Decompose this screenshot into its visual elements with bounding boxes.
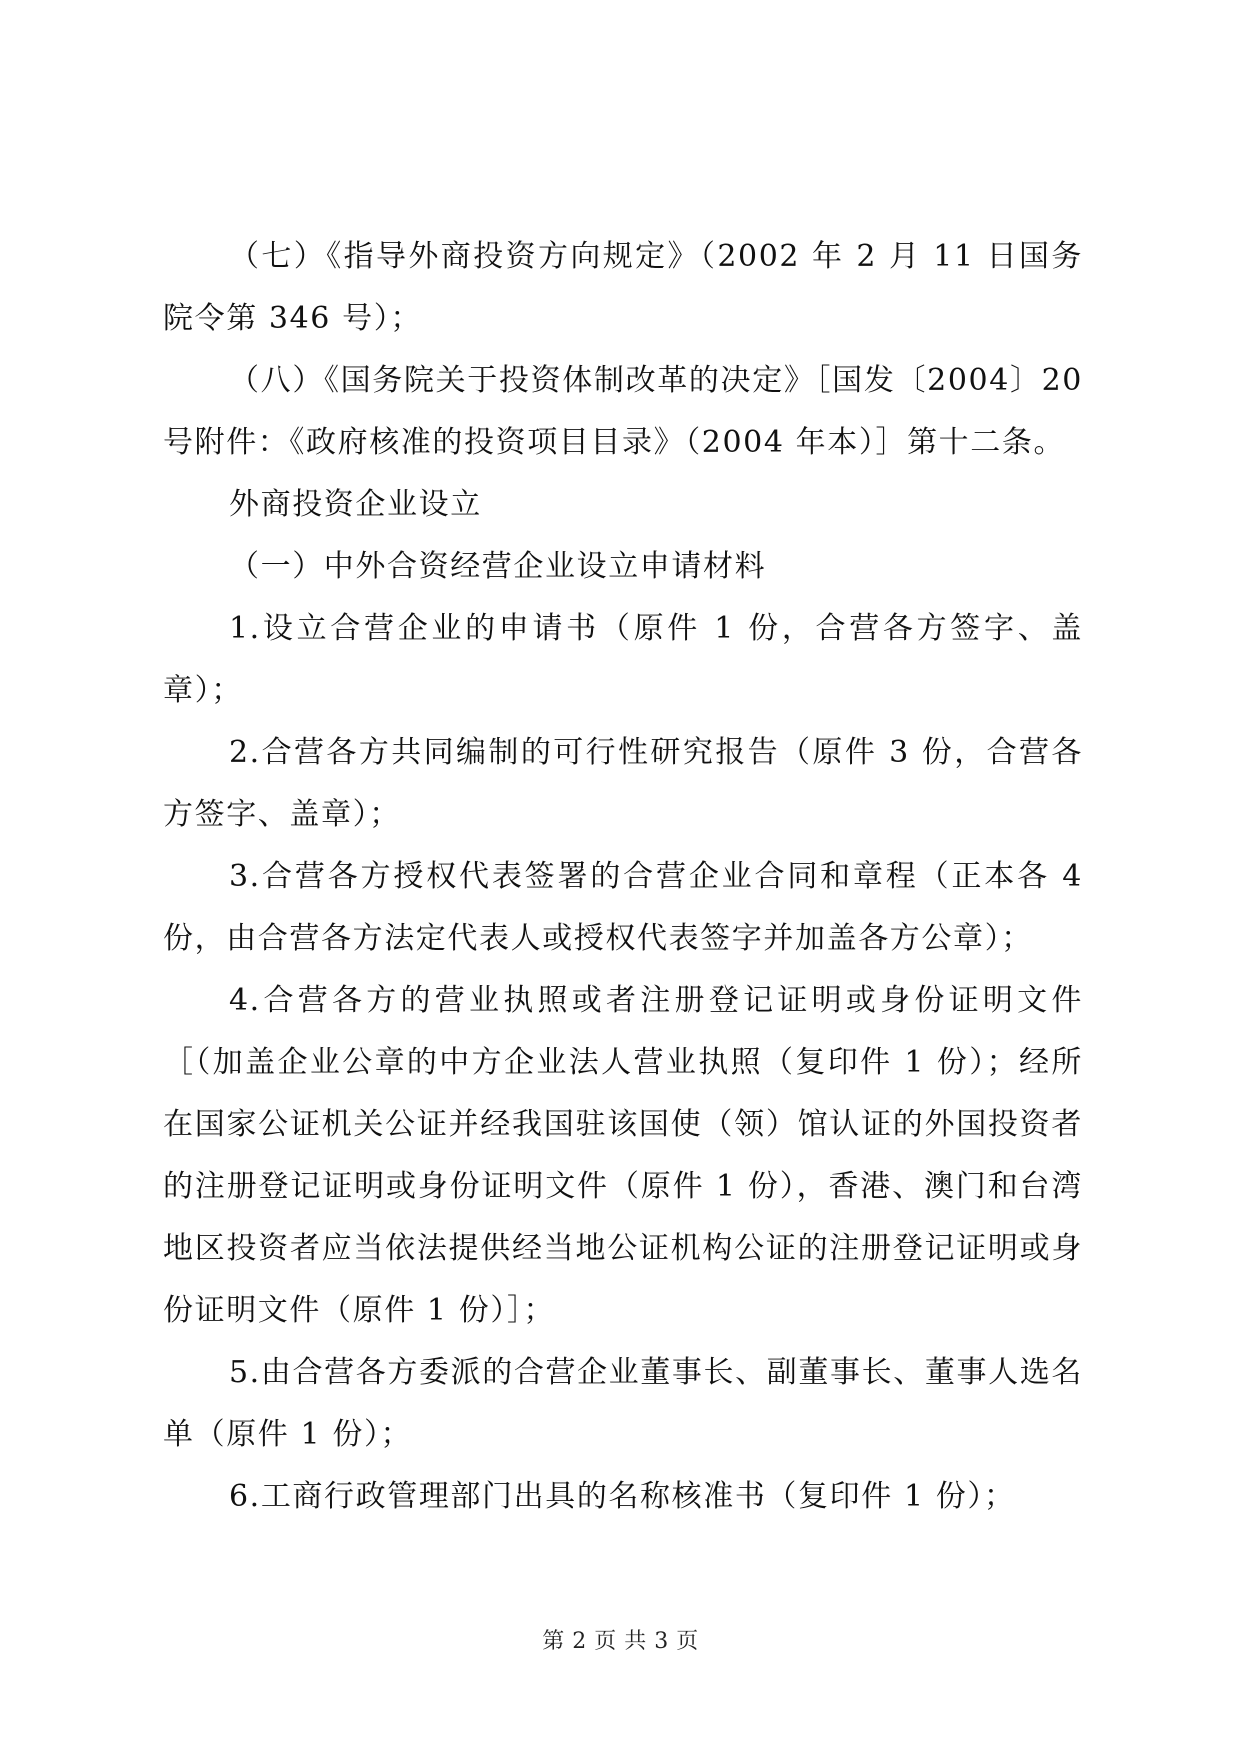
list-item-3: 3.合营各方授权代表签署的合营企业合同和章程（正本各 4 份，由合营各方法定代表人或授权代表签字并加盖各方公章）； [163,859,1095,956]
document-body [163,226,1095,1528]
list-item-1: 1.设立合营企业的申请书（原件 1 份，合营各方签字、盖章）； [163,611,1083,708]
list-item-4: 4.合营各方的营业执照或者注册登记证明或身份证明文件［（加盖企业公章的中方企业法人营业执照（复印件 1 份）；经所在国家公证机关公证并经我国驻该国使（领）馆认证的外国投资者的注册登记证明或身份证明文件（原件 1 份），香港、澳门和台湾地区投资者应当依法提供经当地公证机构公证的注册登记证明或身份证明文件（原件 1 份）］； [163,983,1083,1328]
list-item-6: 6.工商行政管理部门出具的名称核准书（复印件 1 份）； [229,1479,1016,1514]
section-heading: 外商投资企业设立 [229,487,482,522]
list-item-2: 2.合营各方共同编制的可行性研究报告（原件 3 份，合营各方签字、盖章）； [163,735,1083,832]
subsection-heading: （一）中外合资经营企业设立申请材料 [229,549,767,584]
page-footer: 第 2 页 共 3 页 [542,1629,699,1654]
list-item-5: 5.由合营各方委派的合营企业董事长、副董事长、董事人选名单（原件 1 份）； [163,1355,1083,1452]
paragraph-item-7: （七）《指导外商投资方向规定》（2002 年 2 月 11 日国务院令第 346 号）； [163,239,1083,336]
paragraph-item-8: （八）《国务院关于投资体制改革的决定》［国发〔2004〕20 号附件：《政府核准的投资项目目录》（2004 年本）］第十二条。 [163,363,1095,460]
